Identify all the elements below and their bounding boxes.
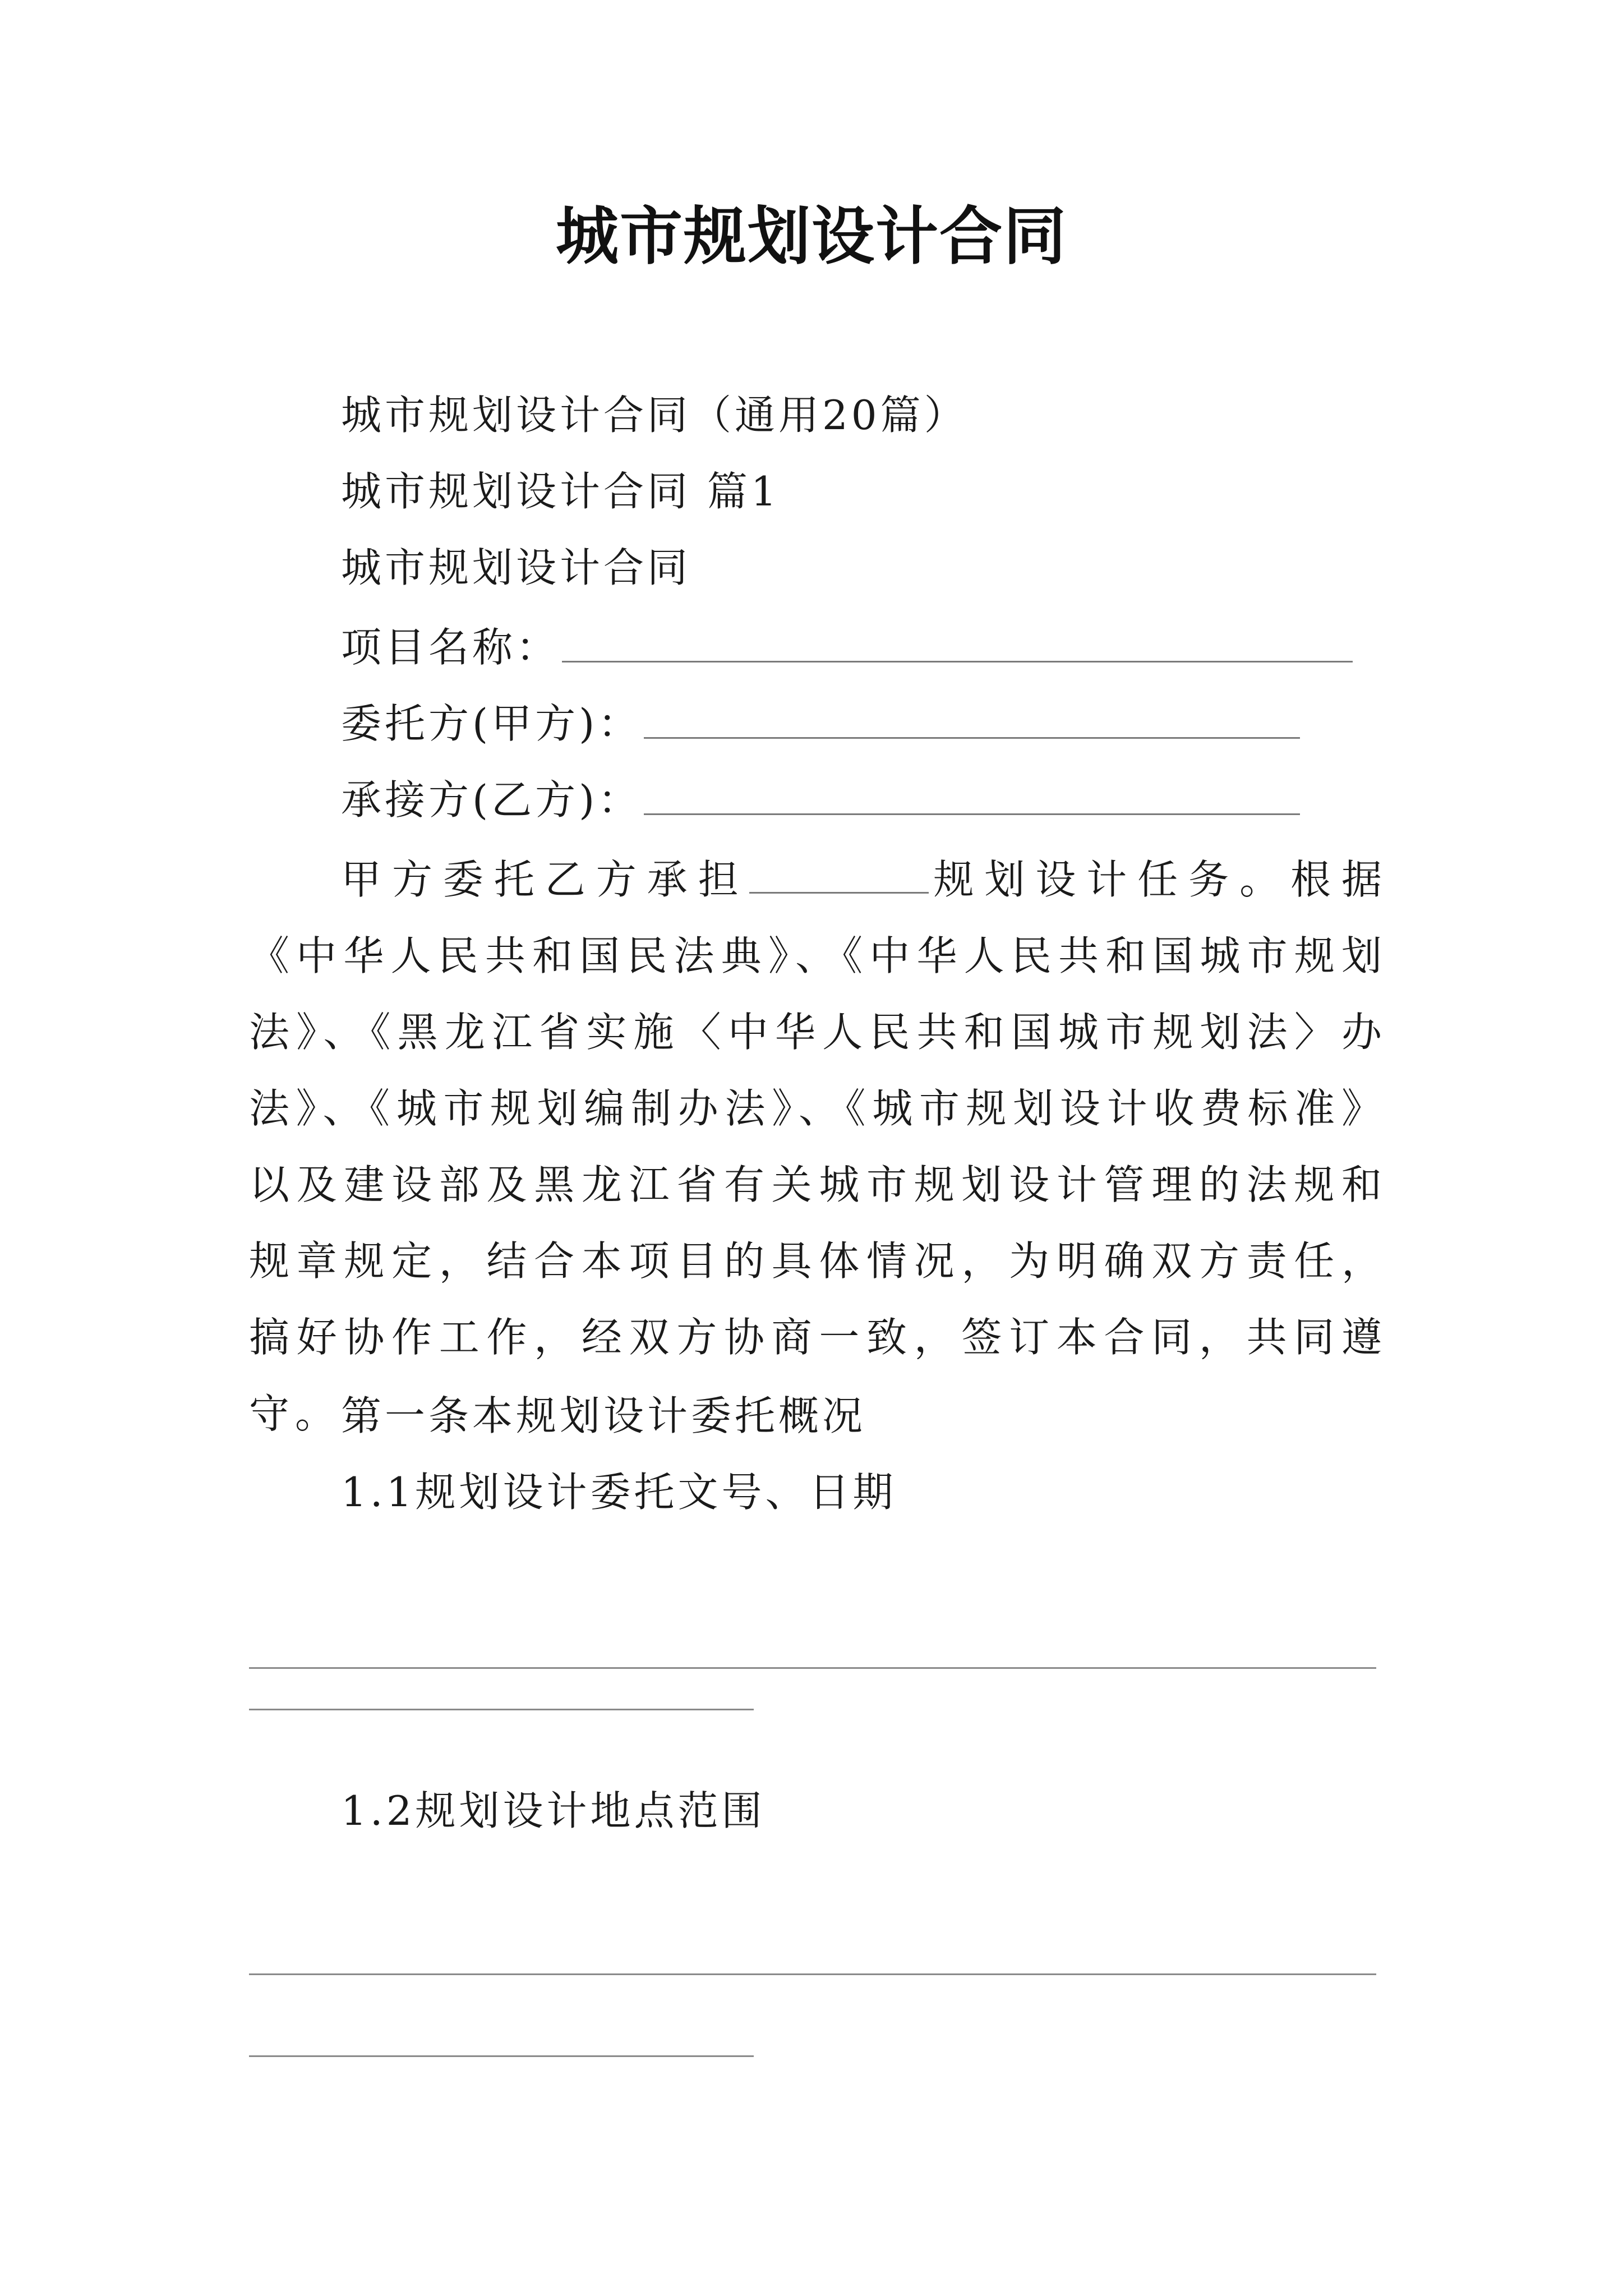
item-1-1-answer-line-1: [249, 1667, 1376, 1669]
item-1-1-heading: 1.1规划设计委托文号、日期: [341, 1469, 897, 1516]
client-row: [341, 692, 1300, 748]
project-name-label: 项目名称：: [341, 624, 560, 671]
document-title: 城市规划设计合同: [556, 200, 1067, 273]
project-name-row: [341, 616, 1353, 672]
task-blank: [749, 859, 929, 894]
section-heading: 城市规划设计合同 篇1: [341, 468, 780, 515]
contractor-row: [341, 769, 1300, 825]
item-1-2-answer-line-1: [249, 1973, 1376, 1975]
item-1-2-heading: 1.2规划设计地点范围: [341, 1787, 766, 1834]
contractor-blank: [644, 779, 1300, 815]
intro-text-start: 甲方委托乙方承担: [341, 856, 749, 903]
document-subtitle: 城市规划设计合同（通用20篇）: [341, 392, 968, 439]
client-label: 委托方(甲方)：: [341, 700, 642, 747]
item-1-2-answer-line-2: [249, 2055, 754, 2057]
intro-paragraph: [249, 841, 1387, 1452]
item-1-1-answer-line-2: [249, 1709, 754, 1710]
client-blank: [644, 702, 1300, 739]
intro-text-rest: 规划设计任务。根据《中华人民共和国民法典》、《中华人民共和国城市规划法》、《黑龙江省实施〈中华人民共和国城市规划法〉办法》、《城市规划编制办法》、《城市规划设计收费标准》以及建设部及黑龙江省有关城市规划设计管理的法规和规章规定，结合本项目的具体情况，为明确双方责任，搞好协作工作，经双方协商一致，签订本合同，共同遵守。: [249, 856, 1387, 1437]
contract-name: 城市规划设计合同: [341, 544, 691, 591]
project-name-blank: [562, 626, 1353, 662]
article-1-heading: 第一条本规划设计委托概况: [341, 1392, 866, 1439]
contractor-label: 承接方(乙方)：: [341, 776, 642, 823]
